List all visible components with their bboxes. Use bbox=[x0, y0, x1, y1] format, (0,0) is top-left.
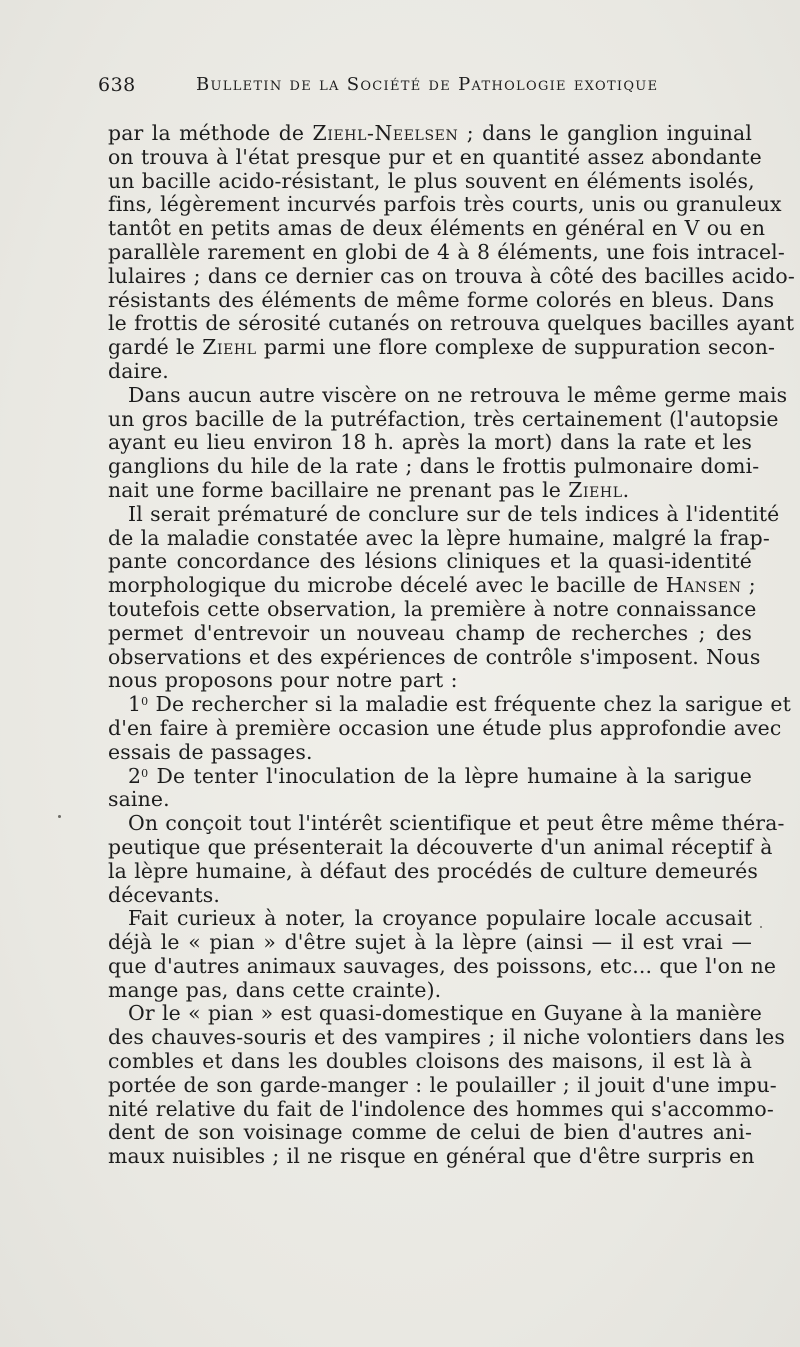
text-line: morphologique du microbe décelé avec le bacille de Hansen ; bbox=[108, 573, 756, 598]
text-line: d'en faire à première occasion une étude plus approfondie avec bbox=[108, 715, 782, 740]
text-line: tantôt en petits amas de deux éléments en général en V ou en bbox=[108, 216, 766, 241]
text-line: déjà le « pian » d'être sujet à la lèpre (ainsi — il est vrai — bbox=[108, 930, 752, 955]
body-text bbox=[108, 121, 795, 1169]
text-line: des chauves-souris et des vampires ; il niche volontiers dans les bbox=[108, 1025, 786, 1050]
text-line: ganglions du hile de la rate ; dans le frottis pulmonaire domi- bbox=[108, 454, 760, 479]
text-line: décevants. bbox=[108, 882, 221, 907]
text-line: Or le « pian » est quasi-domestique en Guyane à la manière bbox=[128, 1001, 762, 1026]
text-line: On conçoit tout l'intérêt scientifique et peut être même théra- bbox=[128, 811, 785, 836]
text-line: lulaires ; dans ce dernier cas on trouva à côté des bacilles acido- bbox=[108, 263, 795, 288]
text-line: ayant eu lieu environ 18 h. après la mort) dans la rate et les bbox=[108, 430, 752, 455]
text-line: $2^0$ De tenter l'inoculation de la lèpre humaine à la sarigue bbox=[128, 763, 752, 788]
text-line: mange pas, dans cette crainte). bbox=[108, 977, 442, 1002]
text-line: portée de son garde-manger : le poulailler ; il jouit d'une impu- bbox=[108, 1072, 777, 1097]
text-line: par la méthode de Ziehl-Neelsen ; dans le ganglion inguinal bbox=[108, 121, 753, 145]
text-line: nait une forme bacillaire ne prenant pas le Ziehl. bbox=[108, 477, 630, 502]
text-line: on trouva à l'état presque pur et en quantité assez abondante bbox=[108, 144, 762, 169]
text-line: maux nuisibles ; il ne risque en général que d'être surpris en bbox=[108, 1144, 755, 1169]
paper-speck bbox=[58, 815, 61, 818]
text-line: observations et des expériences de contrôle s'imposent. Nous bbox=[108, 644, 761, 669]
text-line: daire. bbox=[108, 358, 169, 383]
text-line: essais de passages. bbox=[108, 739, 313, 764]
text-line: saine. bbox=[108, 787, 170, 812]
page-number: 638 bbox=[98, 74, 136, 96]
text-line: nité relative du fait de l'indolence des hommes qui s'accommo- bbox=[108, 1096, 774, 1121]
text-line: Dans aucun autre viscère on ne retrouva le même germe mais bbox=[128, 382, 788, 407]
text-line: permet d'entrevoir un nouveau champ de recherches ; des bbox=[108, 620, 752, 645]
text-line: peutique que présenterait la découverte d'un animal réceptif à bbox=[108, 834, 773, 859]
text-line: résistants des éléments de même forme colorés en bleus. Dans bbox=[108, 287, 775, 312]
text-line: un gros bacille de la putréfaction, très certainement (l'autopsie bbox=[108, 406, 779, 431]
text-line: nous proposons pour notre part : bbox=[108, 668, 458, 693]
text-line: $1^0$ De rechercher si la maladie est fréquente chez la sarigue et bbox=[128, 692, 791, 717]
text-line: le frottis de sérosité cutanés on retrouva quelques bacilles ayant bbox=[108, 311, 795, 336]
text-line: toutefois cette observation, la première à notre connaissance bbox=[108, 596, 757, 621]
running-title: Bulletin de la Société de Pathologie exotique bbox=[196, 74, 659, 95]
running-header bbox=[98, 72, 708, 102]
text-line: pante concordance des lésions cliniques et la quasi-identité bbox=[108, 549, 752, 574]
text-line: de la maladie constatée avec la lèpre humaine, malgré la frap- bbox=[108, 525, 770, 550]
text-line: un bacille acido-résistant, le plus souvent en éléments isolés, bbox=[108, 168, 755, 193]
text-line: dent de son voisinage comme de celui de bien d'autres ani- bbox=[108, 1120, 752, 1145]
paper-speck bbox=[760, 926, 762, 928]
text-line: Il serait prématuré de conclure sur de tels indices à l'identité bbox=[128, 501, 780, 526]
text-line: combles et dans les doubles cloisons des maisons, il est là à bbox=[108, 1049, 752, 1074]
text-line: que d'autres animaux sauvages, des poissons, etc... que l'on ne bbox=[108, 953, 777, 978]
text-line: la lèpre humaine, à défaut des procédés de culture demeurés bbox=[108, 858, 758, 883]
text-line: fins, légèrement incurvés parfois très courts, unis ou granuleux bbox=[108, 192, 782, 217]
text-line: parallèle rarement en globi de 4 à 8 éléments, une fois intracel- bbox=[108, 239, 785, 264]
text-line: Fait curieux à noter, la croyance populaire locale accusait bbox=[128, 906, 752, 931]
text-line: gardé le Ziehl parmi une flore complexe de suppuration secon- bbox=[108, 335, 776, 360]
